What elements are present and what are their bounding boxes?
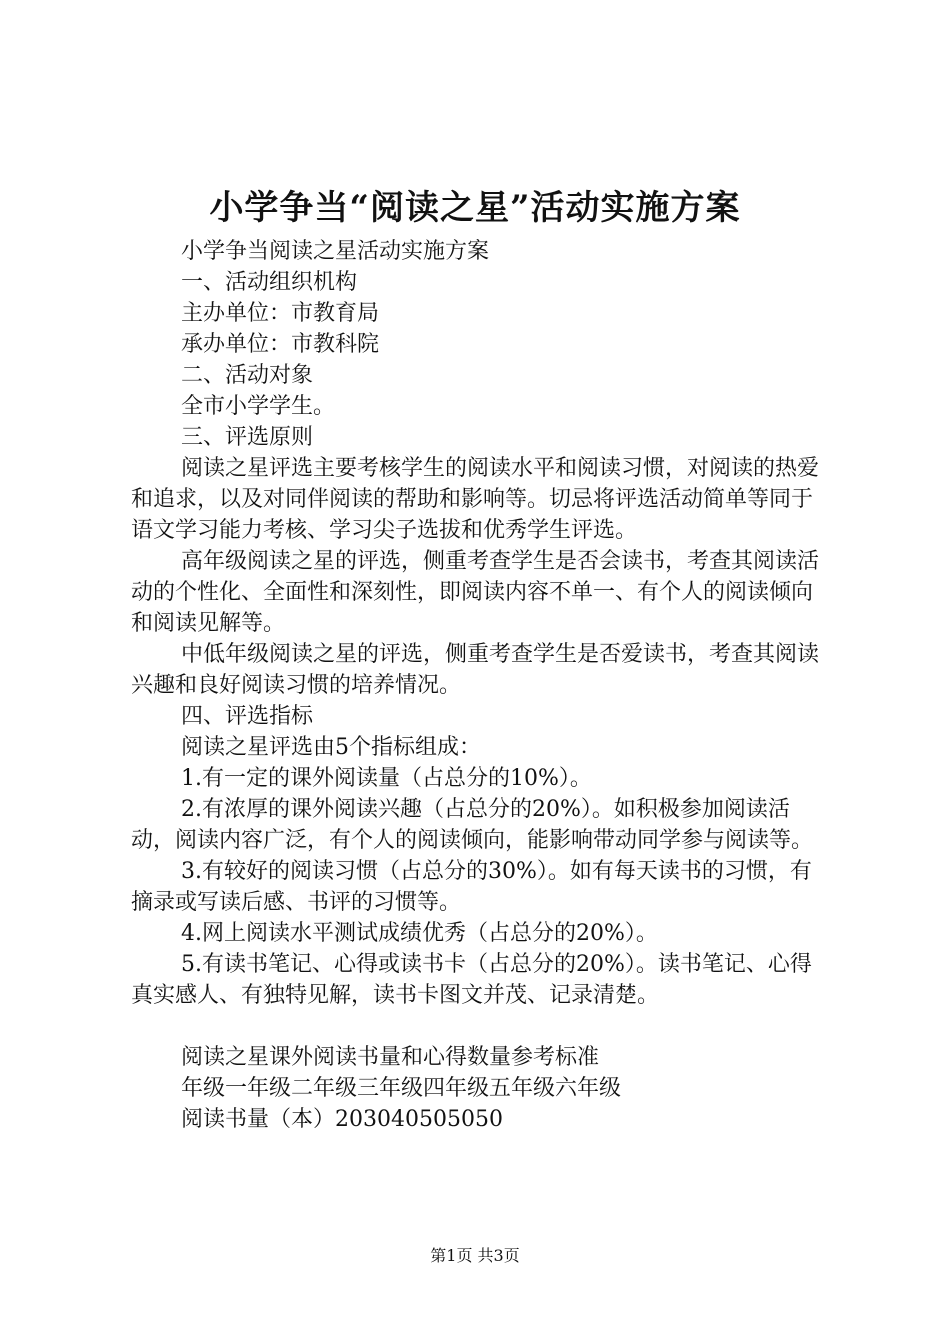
- list-item: 1.有一定的课外阅读量（占总分的10%）。: [181, 766, 592, 791]
- paragraph: 承办单位：市教科院: [181, 332, 380, 357]
- paragraph-subtitle: 小学争当阅读之星活动实施方案: [181, 239, 490, 264]
- document-body: [131, 236, 831, 1135]
- paragraph: 中低年级阅读之星的评选，侧重考查学生是否爱读书，考查其阅读兴趣和良好阅读习惯的培养情况。: [131, 642, 820, 698]
- list-item: 3.有较好的阅读习惯（占总分的30%）。如有每天读书的习惯，有摘录或写读后感、书评的习惯等。: [131, 859, 812, 915]
- section-heading: 四、评选指标: [181, 704, 314, 729]
- section-heading: 一、活动组织机构: [181, 270, 358, 295]
- paragraph: 全市小学学生。: [181, 394, 336, 419]
- list-item: 5.有读书笔记、心得或读书卡（占总分的20%）。读书笔记、心得真实感人、有独特见解，读书卡图文并茂、记录清楚。: [131, 952, 812, 1008]
- paragraph: 主办单位：市教育局: [181, 301, 380, 326]
- table-row-text: 年级一年级二年级三年级四年级五年级六年级: [181, 1076, 622, 1101]
- document-title: 小学争当“阅读之星”活动实施方案: [209, 188, 741, 228]
- paragraph: 高年级阅读之星的评选，侧重考查学生是否会读书，考查其阅读活动的个性化、全面性和深刻性，即阅读内容不单一、有个人的阅读倾向和阅读见解等。: [131, 549, 820, 636]
- blank-line: [131, 1011, 831, 1042]
- paragraph: 阅读之星课外阅读书量和心得数量参考标准: [181, 1045, 600, 1070]
- paragraph: 阅读之星评选由5个指标组成：: [181, 735, 481, 760]
- section-heading: 二、活动对象: [181, 363, 314, 388]
- section-heading: 三、评选原则: [181, 425, 314, 450]
- list-item: 4.网上阅读水平测试成绩优秀（占总分的20%）。: [181, 921, 658, 946]
- paragraph: 阅读之星评选主要考核学生的阅读水平和阅读习惯，对阅读的热爱和追求，以及对同伴阅读的帮助和影响等。切忌将评选活动简单等同于语文学习能力考核、学习尖子选拔和优秀学生评选。: [131, 456, 820, 543]
- table-row-text: 阅读书量（本）203040505050: [181, 1107, 503, 1132]
- list-item: 2.有浓厚的课外阅读兴趣（占总分的20%）。如积极参加阅读活动，阅读内容广泛，有个人的阅读倾向，能影响带动同学参与阅读等。: [131, 797, 814, 853]
- page-footer: 第1页 共3页: [430, 1246, 520, 1265]
